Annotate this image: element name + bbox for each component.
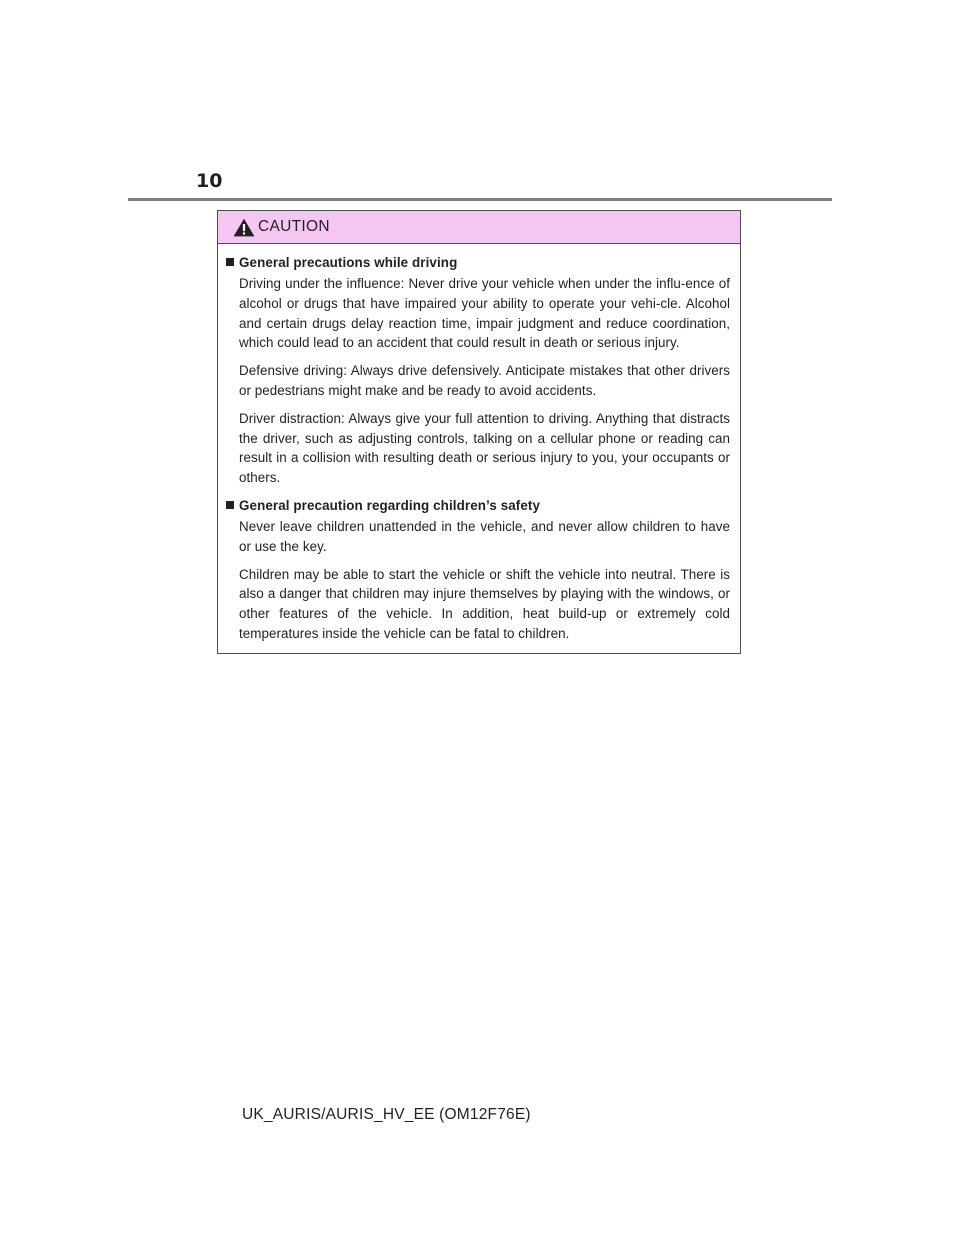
page-number: 10 [196, 170, 223, 192]
caution-body [218, 244, 740, 644]
warning-triangle-icon [233, 218, 255, 237]
caution-header [218, 211, 740, 244]
document-code-footer: UK_AURIS/AURIS_HV_EE (OM12F76E) [242, 1106, 531, 1123]
square-bullet-icon [226, 501, 234, 509]
section-heading-children [225, 496, 730, 515]
square-bullet-icon [226, 258, 234, 266]
section-heading-driving [225, 253, 730, 272]
caution-box [217, 210, 741, 654]
header-rule [128, 198, 832, 201]
paragraph-driver-distraction: Driver distraction: Always give your full attention to driving. Anything that distracts the driver, such as adjusting controls, talking on a cellular phone or reading can result in a collision with resulting death or serious injury to you, your occupants or others. [239, 410, 730, 486]
paragraph-children-danger: Children may be able to start the vehicle or shift the vehicle into neutral. There is also a danger that children may injure themselves by playing with the windows, or other features of the vehicle. In addition, heat build-up or extremely cold temperatures inside the vehicle can be fatal to children. [239, 566, 730, 641]
paragraph-defensive-driving: Defensive driving: Always drive defensively. Anticipate mistakes that other drivers or pedestrians might make and be ready to avoid accidents. [239, 363, 730, 398]
paragraph-influence: Driving under the influence: Never drive your vehicle when under the influ-ence of alcohol or drugs that have impaired your ability to operate your vehi-cle. Alcohol and certain drugs delay reaction time, impair judgment and reduce coordination, which could lead to an accident that could result in death or serious injury. [239, 276, 730, 351]
paragraph-children-unattended: Never leave children unattended in the vehicle, and never allow children to have or use the key. [239, 518, 730, 554]
section-heading-text: General precautions while driving [239, 255, 458, 270]
caution-title: CAUTION [258, 218, 330, 235]
section-heading-text: General precaution regarding children’s safety [239, 497, 541, 513]
